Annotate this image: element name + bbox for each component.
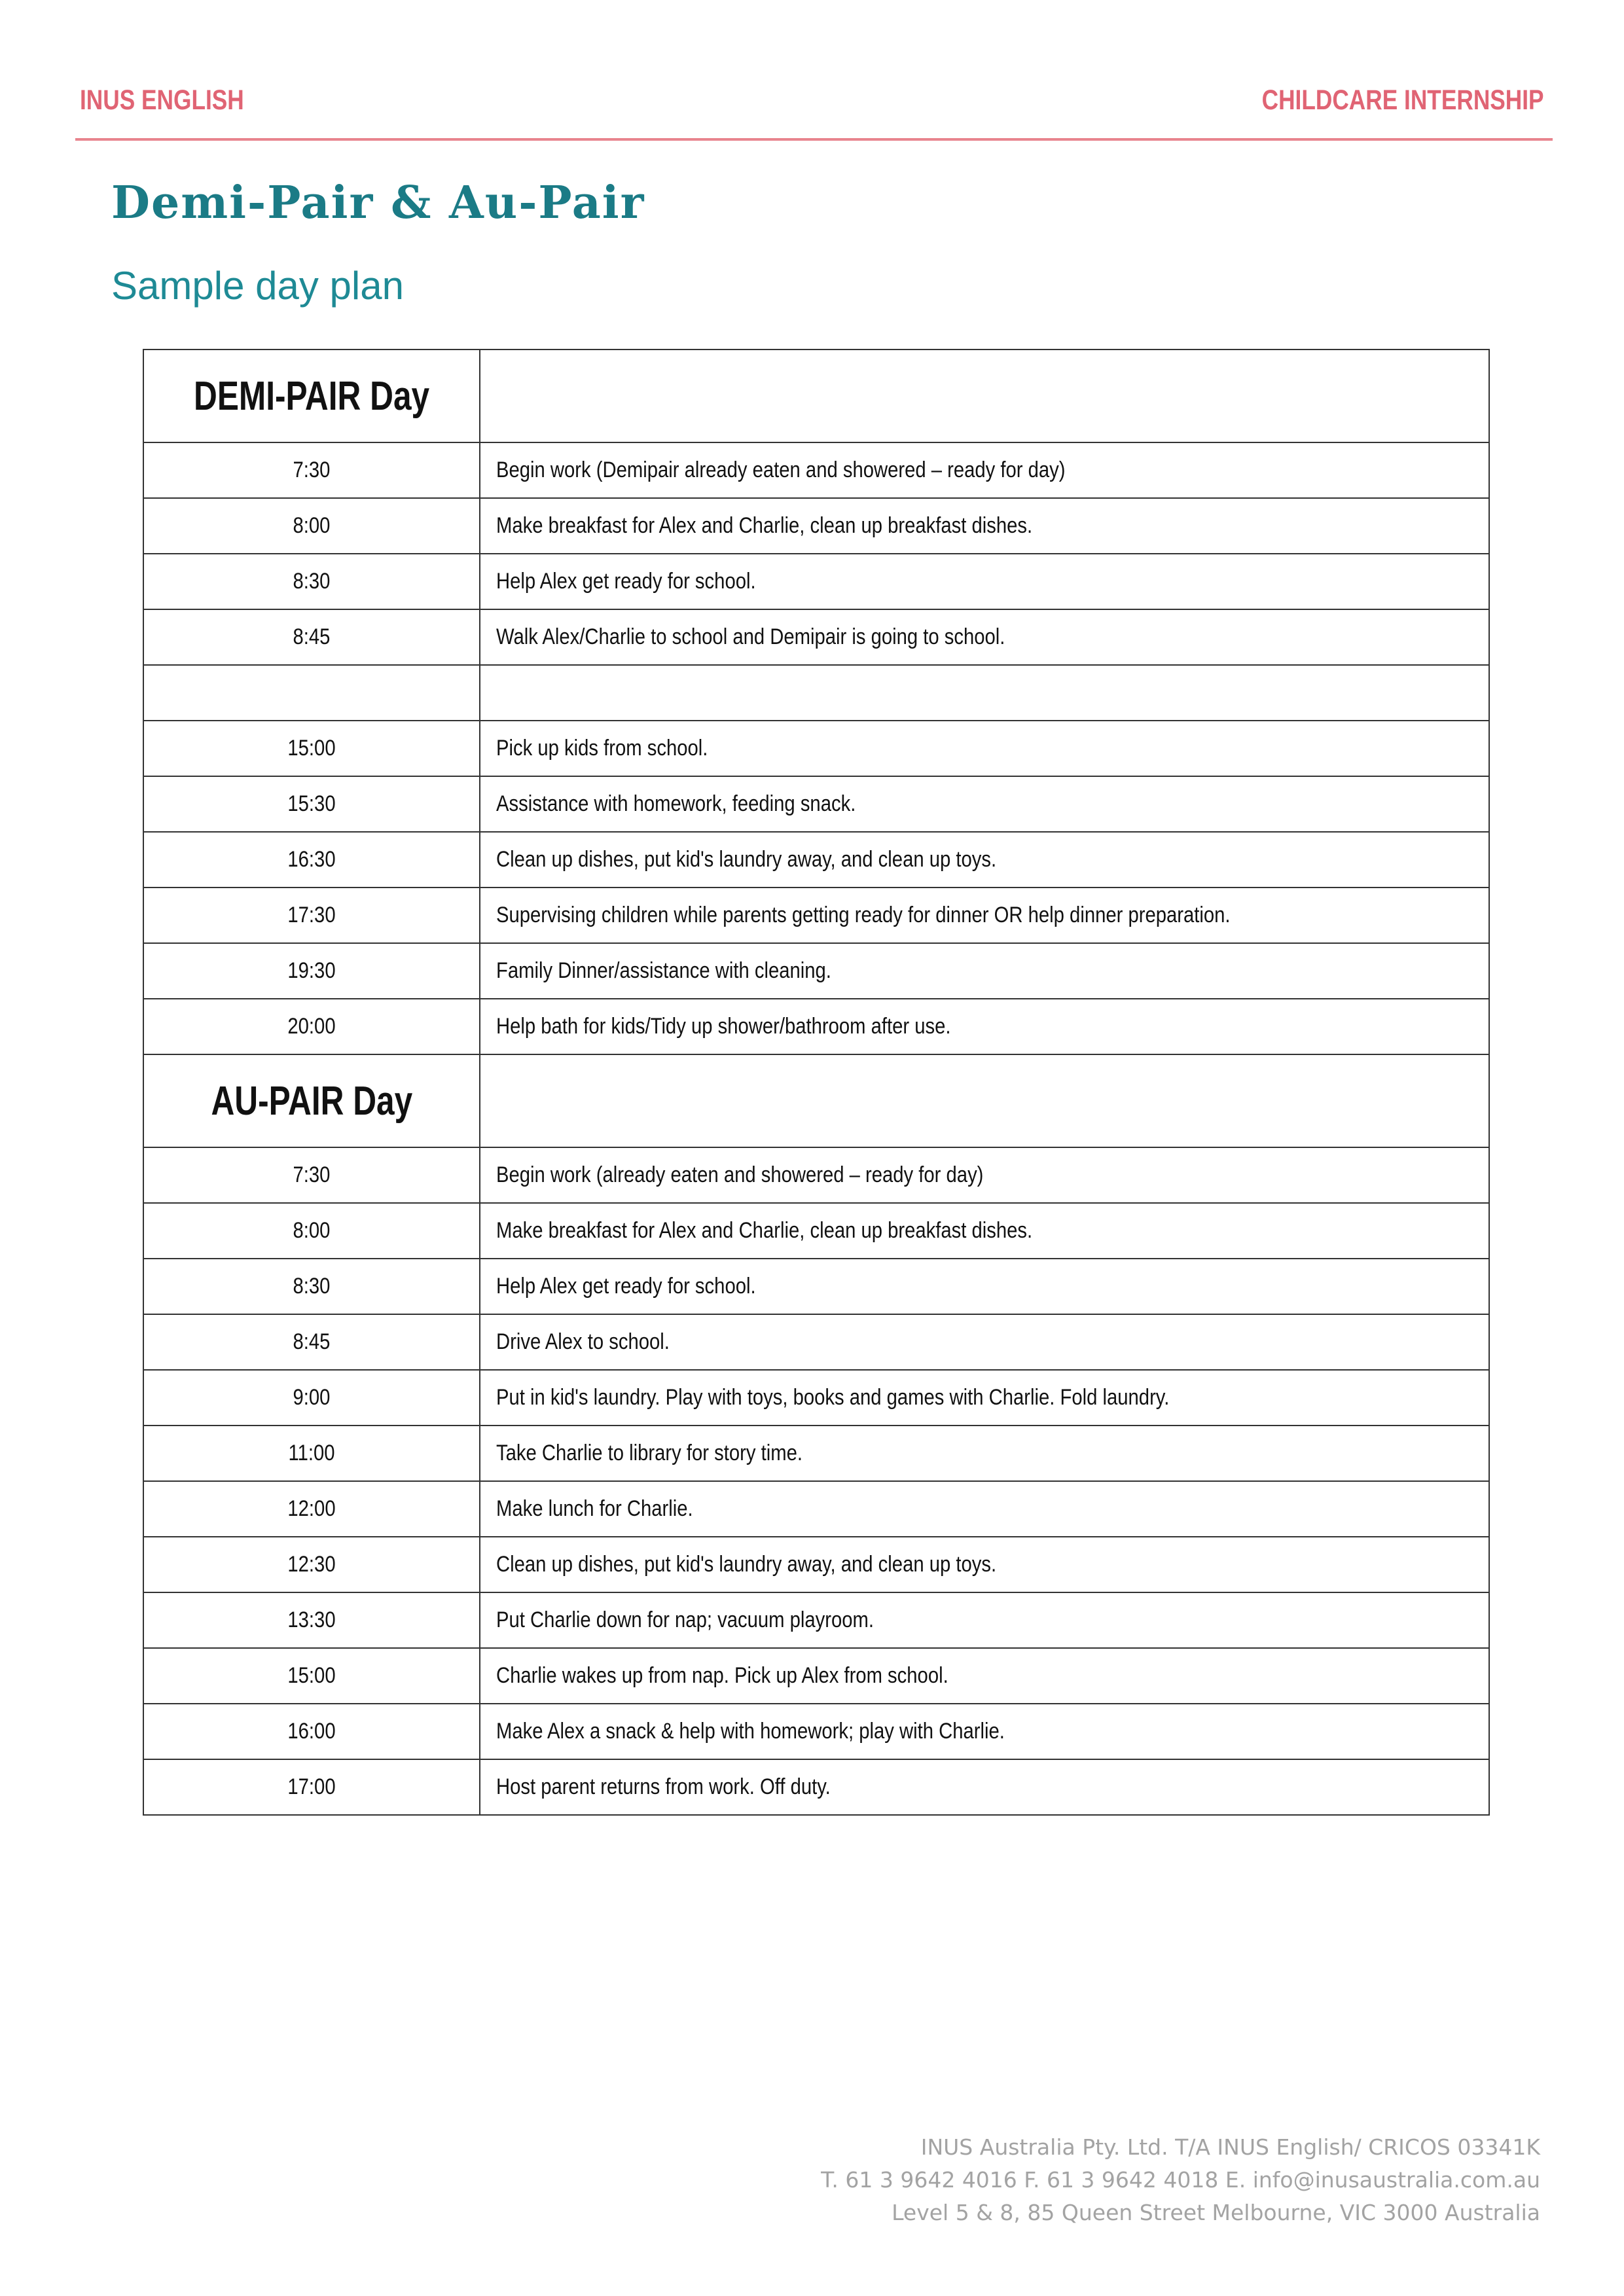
table-row bbox=[143, 721, 1489, 776]
activity-cell: Help bath for kids/Tidy up shower/bathroom after use. bbox=[480, 999, 1489, 1054]
table-row bbox=[143, 943, 1489, 999]
day-plan-table bbox=[143, 349, 1490, 1816]
footer-address-line: Level 5 & 8, 85 Queen Street Melbourne, VIC 3000 Australia bbox=[892, 2200, 1540, 2225]
activity-cell: Assistance with homework, feeding snack. bbox=[480, 776, 1489, 832]
activity-cell: Make lunch for Charlie. bbox=[480, 1481, 1489, 1537]
activity-cell: Walk Alex/Charlie to school and Demipair is going to school. bbox=[480, 609, 1489, 665]
footer-contact bbox=[821, 2131, 1540, 2229]
activity-cell: Help Alex get ready for school. bbox=[480, 1259, 1489, 1314]
time-cell: 7:30 bbox=[167, 442, 456, 498]
activity-cell: Help Alex get ready for school. bbox=[480, 554, 1489, 609]
time-cell: 15:00 bbox=[167, 721, 456, 776]
footer-phone-line: T. 61 3 9642 4016 F. 61 3 9642 4018 E. info@inusaustralia.com.au bbox=[821, 2167, 1540, 2193]
activity-cell: Begin work (already eaten and showered – ready for day) bbox=[480, 1147, 1489, 1203]
time-cell: 9:00 bbox=[167, 1370, 456, 1426]
footer-company-line: INUS Australia Pty. Ltd. T/A INUS English/ CRICOS 03341K bbox=[920, 2134, 1540, 2160]
activity-cell: Make breakfast for Alex and Charlie, clean up breakfast dishes. bbox=[480, 498, 1489, 554]
table-row bbox=[143, 1370, 1489, 1426]
table-row bbox=[143, 888, 1489, 943]
activity-cell: Clean up dishes, put kid's laundry away, and clean up toys. bbox=[480, 1537, 1489, 1592]
table-row bbox=[143, 999, 1489, 1054]
table-row bbox=[143, 1537, 1489, 1592]
activity-cell: Begin work (Demipair already eaten and showered – ready for day) bbox=[480, 442, 1489, 498]
time-cell: 8:45 bbox=[167, 1314, 456, 1370]
table-row bbox=[143, 1426, 1489, 1481]
time-cell: 16:30 bbox=[167, 832, 456, 888]
activity-cell: Clean up dishes, put kid's laundry away, and clean up toys. bbox=[480, 832, 1489, 888]
activity-cell: Put in kid's laundry. Play with toys, books and games with Charlie. Fold laundry. bbox=[480, 1370, 1489, 1426]
header-program: CHILDCARE INTERNSHIP bbox=[1262, 84, 1544, 116]
table-row bbox=[143, 609, 1489, 665]
table-row bbox=[143, 498, 1489, 554]
heading-blank-cell bbox=[480, 350, 1489, 442]
time-cell: 8:45 bbox=[167, 609, 456, 665]
table-row bbox=[143, 1203, 1489, 1259]
table-row bbox=[143, 442, 1489, 498]
time-cell: 11:00 bbox=[167, 1426, 456, 1481]
time-cell: 12:30 bbox=[167, 1537, 456, 1592]
table-row bbox=[143, 832, 1489, 888]
time-cell: 20:00 bbox=[167, 999, 456, 1054]
time-cell: 8:00 bbox=[167, 498, 456, 554]
activity-cell: Drive Alex to school. bbox=[480, 1314, 1489, 1370]
time-cell: 13:30 bbox=[167, 1592, 456, 1648]
time-cell: 7:30 bbox=[167, 1147, 456, 1203]
page-subtitle: Sample day plan bbox=[111, 264, 404, 308]
table-row bbox=[143, 1314, 1489, 1370]
au-pair-heading-row bbox=[143, 1054, 1489, 1147]
activity-cell: Host parent returns from work. Off duty. bbox=[480, 1759, 1489, 1815]
time-cell bbox=[167, 665, 456, 721]
activity-cell: Supervising children while parents getting ready for dinner OR help dinner preparation. bbox=[480, 888, 1489, 943]
header-divider bbox=[75, 138, 1553, 141]
time-cell: 16:00 bbox=[167, 1704, 456, 1759]
time-cell: 15:30 bbox=[167, 776, 456, 832]
table-row bbox=[143, 1147, 1489, 1203]
demi-pair-heading: DEMI-PAIR Day bbox=[143, 350, 480, 442]
table-row bbox=[143, 554, 1489, 609]
time-cell: 19:30 bbox=[167, 943, 456, 999]
header-brand: INUS ENGLISH bbox=[80, 84, 244, 116]
activity-cell bbox=[480, 665, 1489, 721]
time-cell: 12:00 bbox=[167, 1481, 456, 1537]
activity-cell: Family Dinner/assistance with cleaning. bbox=[480, 943, 1489, 999]
demi-pair-heading-row bbox=[143, 350, 1489, 442]
table-row bbox=[143, 1259, 1489, 1314]
activity-cell: Charlie wakes up from nap. Pick up Alex from school. bbox=[480, 1648, 1489, 1704]
table-row bbox=[143, 665, 1489, 721]
activity-cell: Make breakfast for Alex and Charlie, clean up breakfast dishes. bbox=[480, 1203, 1489, 1259]
activity-cell: Make Alex a snack & help with homework; play with Charlie. bbox=[480, 1704, 1489, 1759]
time-cell: 8:30 bbox=[167, 1259, 456, 1314]
time-cell: 8:30 bbox=[167, 554, 456, 609]
table-row bbox=[143, 1759, 1489, 1815]
time-cell: 15:00 bbox=[167, 1648, 456, 1704]
table-row bbox=[143, 1481, 1489, 1537]
table-row bbox=[143, 1704, 1489, 1759]
table-row bbox=[143, 776, 1489, 832]
heading-blank-cell bbox=[480, 1054, 1489, 1147]
time-cell: 17:00 bbox=[167, 1759, 456, 1815]
table-row bbox=[143, 1648, 1489, 1704]
au-pair-heading: AU-PAIR Day bbox=[143, 1054, 480, 1147]
page-title: Demi-Pair & Au-Pair bbox=[111, 177, 645, 229]
table-row bbox=[143, 1592, 1489, 1648]
time-cell: 17:30 bbox=[167, 888, 456, 943]
activity-cell: Pick up kids from school. bbox=[480, 721, 1489, 776]
activity-cell: Take Charlie to library for story time. bbox=[480, 1426, 1489, 1481]
time-cell: 8:00 bbox=[167, 1203, 456, 1259]
activity-cell: Put Charlie down for nap; vacuum playroom. bbox=[480, 1592, 1489, 1648]
